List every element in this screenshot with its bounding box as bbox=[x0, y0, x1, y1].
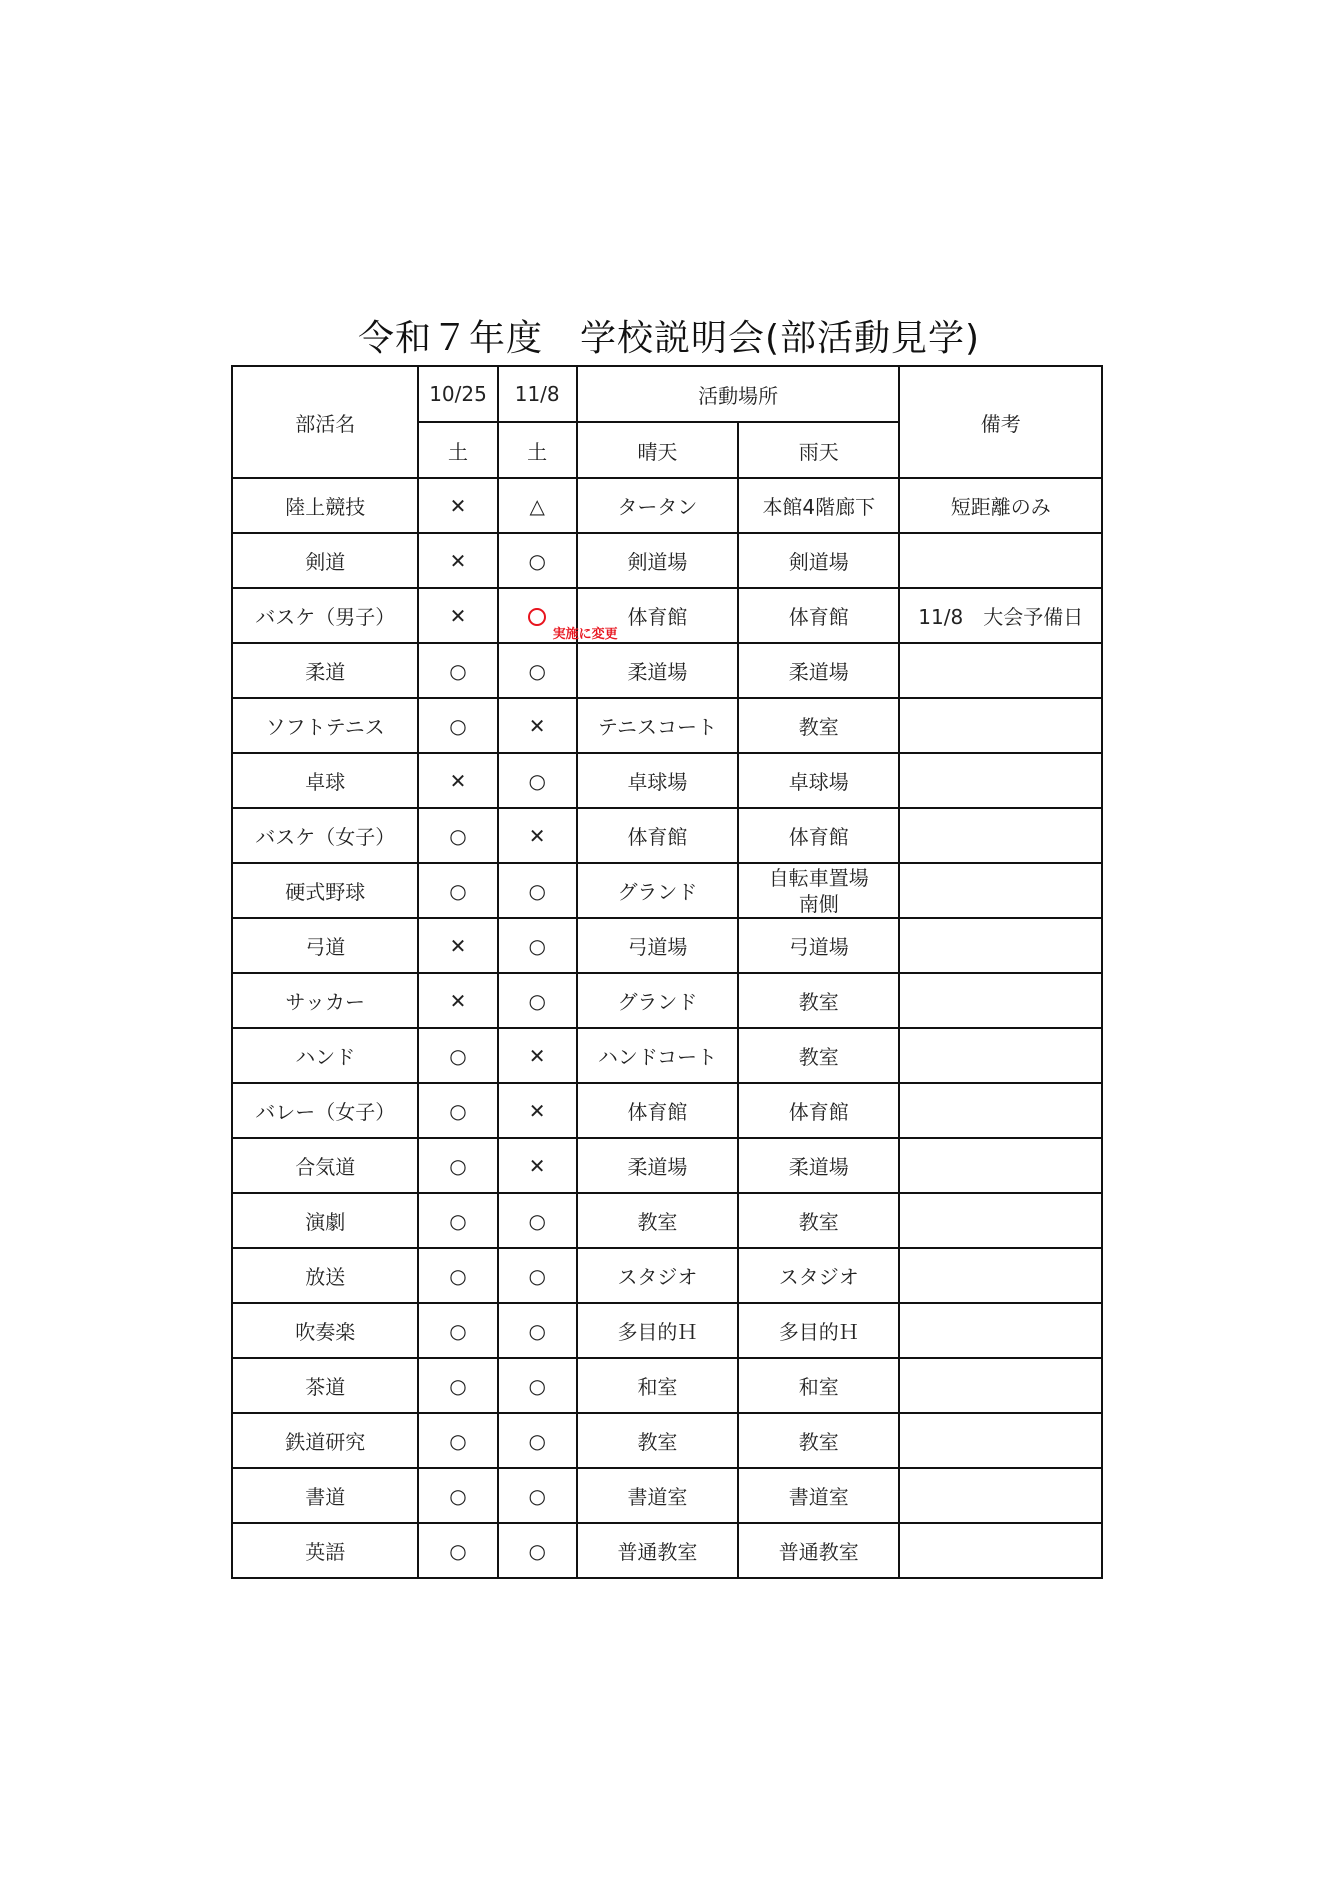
notes bbox=[899, 1083, 1102, 1138]
club-name: 卓球 bbox=[232, 753, 418, 808]
table-row bbox=[232, 1193, 1102, 1248]
availability-1025: ○ bbox=[418, 1138, 497, 1193]
notes bbox=[899, 1248, 1102, 1303]
club-name: バスケ（女子） bbox=[232, 808, 418, 863]
location-sunny: 柔道場 bbox=[577, 1138, 738, 1193]
change-annotation: 実施に変更 bbox=[552, 627, 618, 642]
availability-1025: ✕ bbox=[418, 588, 497, 643]
table-row bbox=[232, 808, 1102, 863]
notes: 短距離のみ bbox=[899, 478, 1102, 533]
location-rainy: 本館4階廊下 bbox=[738, 478, 899, 533]
location-rainy: 普通教室 bbox=[738, 1523, 899, 1578]
club-name: 鉄道研究 bbox=[232, 1413, 418, 1468]
notes bbox=[899, 698, 1102, 753]
location-sunny: 卓球場 bbox=[577, 753, 738, 808]
table-row bbox=[232, 1303, 1102, 1358]
availability-1025: ○ bbox=[418, 1413, 497, 1468]
club-name: 放送 bbox=[232, 1248, 418, 1303]
availability-118: ✕ bbox=[498, 808, 577, 863]
notes bbox=[899, 918, 1102, 973]
location-sunny: グランド bbox=[577, 863, 738, 918]
red-circle-icon bbox=[528, 608, 546, 626]
availability-118: △ bbox=[498, 478, 577, 533]
location-rainy: 弓道場 bbox=[738, 918, 899, 973]
availability-118: ○ bbox=[498, 973, 577, 1028]
table-row bbox=[232, 478, 1102, 533]
availability-118: ○ bbox=[498, 1468, 577, 1523]
location-rainy: 体育館 bbox=[738, 1083, 899, 1138]
availability-118: ○ bbox=[498, 1413, 577, 1468]
availability-1025: ✕ bbox=[418, 973, 497, 1028]
availability-1025: ✕ bbox=[418, 478, 497, 533]
location-sunny: タータン bbox=[577, 478, 738, 533]
availability-1025: ○ bbox=[418, 1358, 497, 1413]
page-title: 令和７年度 学校説明会(部活動見学) bbox=[357, 318, 981, 359]
table-row bbox=[232, 1358, 1102, 1413]
table-row bbox=[232, 1523, 1102, 1578]
location-rainy: 書道室 bbox=[738, 1468, 899, 1523]
notes bbox=[899, 533, 1102, 588]
location-sunny: グランド bbox=[577, 973, 738, 1028]
availability-118: ○ bbox=[498, 753, 577, 808]
location-rainy: 多目的Ｈ bbox=[738, 1303, 899, 1358]
location-sunny: 多目的Ｈ bbox=[577, 1303, 738, 1358]
location-rainy: スタジオ bbox=[738, 1248, 899, 1303]
availability-118: ○ bbox=[498, 1523, 577, 1578]
club-name: 英語 bbox=[232, 1523, 418, 1578]
location-rainy: 剣道場 bbox=[738, 533, 899, 588]
table-row bbox=[232, 1028, 1102, 1083]
availability-118: ○ bbox=[498, 533, 577, 588]
location-sunny: 体育館 bbox=[577, 808, 738, 863]
availability-1025: ○ bbox=[418, 1028, 497, 1083]
notes bbox=[899, 1358, 1102, 1413]
availability-1025: ○ bbox=[418, 1193, 497, 1248]
availability-1025: ✕ bbox=[418, 533, 497, 588]
table-row bbox=[232, 918, 1102, 973]
header-date-1025: 10/25 bbox=[418, 366, 497, 422]
notes bbox=[899, 643, 1102, 698]
location-rainy: 体育館 bbox=[738, 808, 899, 863]
club-name: ハンド bbox=[232, 1028, 418, 1083]
header-sunny: 晴天 bbox=[577, 422, 738, 478]
club-name: 合気道 bbox=[232, 1138, 418, 1193]
table-row bbox=[232, 643, 1102, 698]
header-club-name: 部活名 bbox=[232, 366, 418, 478]
location-rainy: 柔道場 bbox=[738, 643, 899, 698]
location-rainy: 和室 bbox=[738, 1358, 899, 1413]
availability-118: ○ bbox=[498, 1248, 577, 1303]
location-sunny: 体育館 bbox=[577, 588, 738, 643]
location-rainy: 教室 bbox=[738, 698, 899, 753]
club-visit-table bbox=[231, 365, 1103, 1579]
location-rainy: 教室 bbox=[738, 973, 899, 1028]
club-name: 吹奏楽 bbox=[232, 1303, 418, 1358]
header-rainy: 雨天 bbox=[738, 422, 899, 478]
location-rainy: 柔道場 bbox=[738, 1138, 899, 1193]
notes: 11/8 大会予備日 bbox=[899, 588, 1102, 643]
location-sunny: 柔道場 bbox=[577, 643, 738, 698]
notes bbox=[899, 1413, 1102, 1468]
availability-118: ○ bbox=[498, 918, 577, 973]
club-name: バレー（女子） bbox=[232, 1083, 418, 1138]
location-rainy-line-1: 自転車置場 bbox=[768, 865, 869, 890]
table-row bbox=[232, 973, 1102, 1028]
availability-1025: ✕ bbox=[418, 918, 497, 973]
availability-1025: ○ bbox=[418, 1523, 497, 1578]
notes bbox=[899, 1523, 1102, 1578]
availability-1025: ○ bbox=[418, 1248, 497, 1303]
notes bbox=[899, 1303, 1102, 1358]
availability-1025: ○ bbox=[418, 1303, 497, 1358]
club-name: 硬式野球 bbox=[232, 863, 418, 918]
club-name: バスケ（男子） bbox=[232, 588, 418, 643]
availability-118: ○ bbox=[498, 643, 577, 698]
location-rainy-line-2: 南側 bbox=[798, 891, 839, 916]
club-name: 書道 bbox=[232, 1468, 418, 1523]
location-sunny: 剣道場 bbox=[577, 533, 738, 588]
table-row bbox=[232, 1138, 1102, 1193]
table-row bbox=[232, 1248, 1102, 1303]
notes bbox=[899, 1468, 1102, 1523]
location-rainy bbox=[738, 863, 899, 918]
club-name: サッカー bbox=[232, 973, 418, 1028]
location-sunny: 普通教室 bbox=[577, 1523, 738, 1578]
header-day-1025: 土 bbox=[418, 422, 497, 478]
notes bbox=[899, 863, 1102, 918]
table-row bbox=[232, 588, 1102, 643]
club-name: 柔道 bbox=[232, 643, 418, 698]
notes bbox=[899, 1138, 1102, 1193]
table-row bbox=[232, 863, 1102, 918]
availability-118: ✕ bbox=[498, 1083, 577, 1138]
header-date-118: 11/8 bbox=[498, 366, 577, 422]
location-rainy: 体育館 bbox=[738, 588, 899, 643]
table-row bbox=[232, 698, 1102, 753]
location-sunny: テニスコート bbox=[577, 698, 738, 753]
location-rainy: 教室 bbox=[738, 1193, 899, 1248]
location-sunny: スタジオ bbox=[577, 1248, 738, 1303]
availability-1025: ○ bbox=[418, 698, 497, 753]
location-sunny: 教室 bbox=[577, 1413, 738, 1468]
availability-1025: ○ bbox=[418, 808, 497, 863]
header-row-1 bbox=[232, 366, 1102, 422]
club-name: 弓道 bbox=[232, 918, 418, 973]
location-rainy: 教室 bbox=[738, 1028, 899, 1083]
club-name: 陸上競技 bbox=[232, 478, 418, 533]
location-rainy: 卓球場 bbox=[738, 753, 899, 808]
location-sunny: 和室 bbox=[577, 1358, 738, 1413]
table-row bbox=[232, 753, 1102, 808]
availability-1025: ○ bbox=[418, 1083, 497, 1138]
availability-118: ✕ bbox=[498, 1028, 577, 1083]
notes bbox=[899, 1193, 1102, 1248]
availability-118-changed bbox=[498, 588, 618, 643]
header-location: 活動場所 bbox=[577, 366, 900, 422]
availability-1025: ✕ bbox=[418, 753, 497, 808]
table-row bbox=[232, 1083, 1102, 1138]
notes bbox=[899, 1028, 1102, 1083]
availability-1025: ○ bbox=[418, 643, 497, 698]
availability-118: ✕ bbox=[498, 698, 577, 753]
table-row bbox=[232, 1413, 1102, 1468]
availability-118: ○ bbox=[498, 1303, 577, 1358]
availability-118: ○ bbox=[498, 1358, 577, 1413]
availability-1025: ○ bbox=[418, 1468, 497, 1523]
table-row bbox=[232, 533, 1102, 588]
location-sunny: ハンドコート bbox=[577, 1028, 738, 1083]
club-name: ソフトテニス bbox=[232, 698, 418, 753]
club-name: 剣道 bbox=[232, 533, 418, 588]
club-name: 演劇 bbox=[232, 1193, 418, 1248]
availability-118: ✕ bbox=[498, 1138, 577, 1193]
notes bbox=[899, 973, 1102, 1028]
location-sunny: 弓道場 bbox=[577, 918, 738, 973]
club-name: 茶道 bbox=[232, 1358, 418, 1413]
availability-1025: ○ bbox=[418, 863, 497, 918]
table-row bbox=[232, 1468, 1102, 1523]
notes bbox=[899, 753, 1102, 808]
location-rainy: 教室 bbox=[738, 1413, 899, 1468]
availability-118: ○ bbox=[498, 1193, 577, 1248]
location-sunny: 教室 bbox=[577, 1193, 738, 1248]
header-notes: 備考 bbox=[899, 366, 1102, 478]
notes bbox=[899, 808, 1102, 863]
location-sunny: 体育館 bbox=[577, 1083, 738, 1138]
location-sunny: 書道室 bbox=[577, 1468, 738, 1523]
header-day-118: 土 bbox=[498, 422, 577, 478]
availability-118: ○ bbox=[498, 863, 577, 918]
